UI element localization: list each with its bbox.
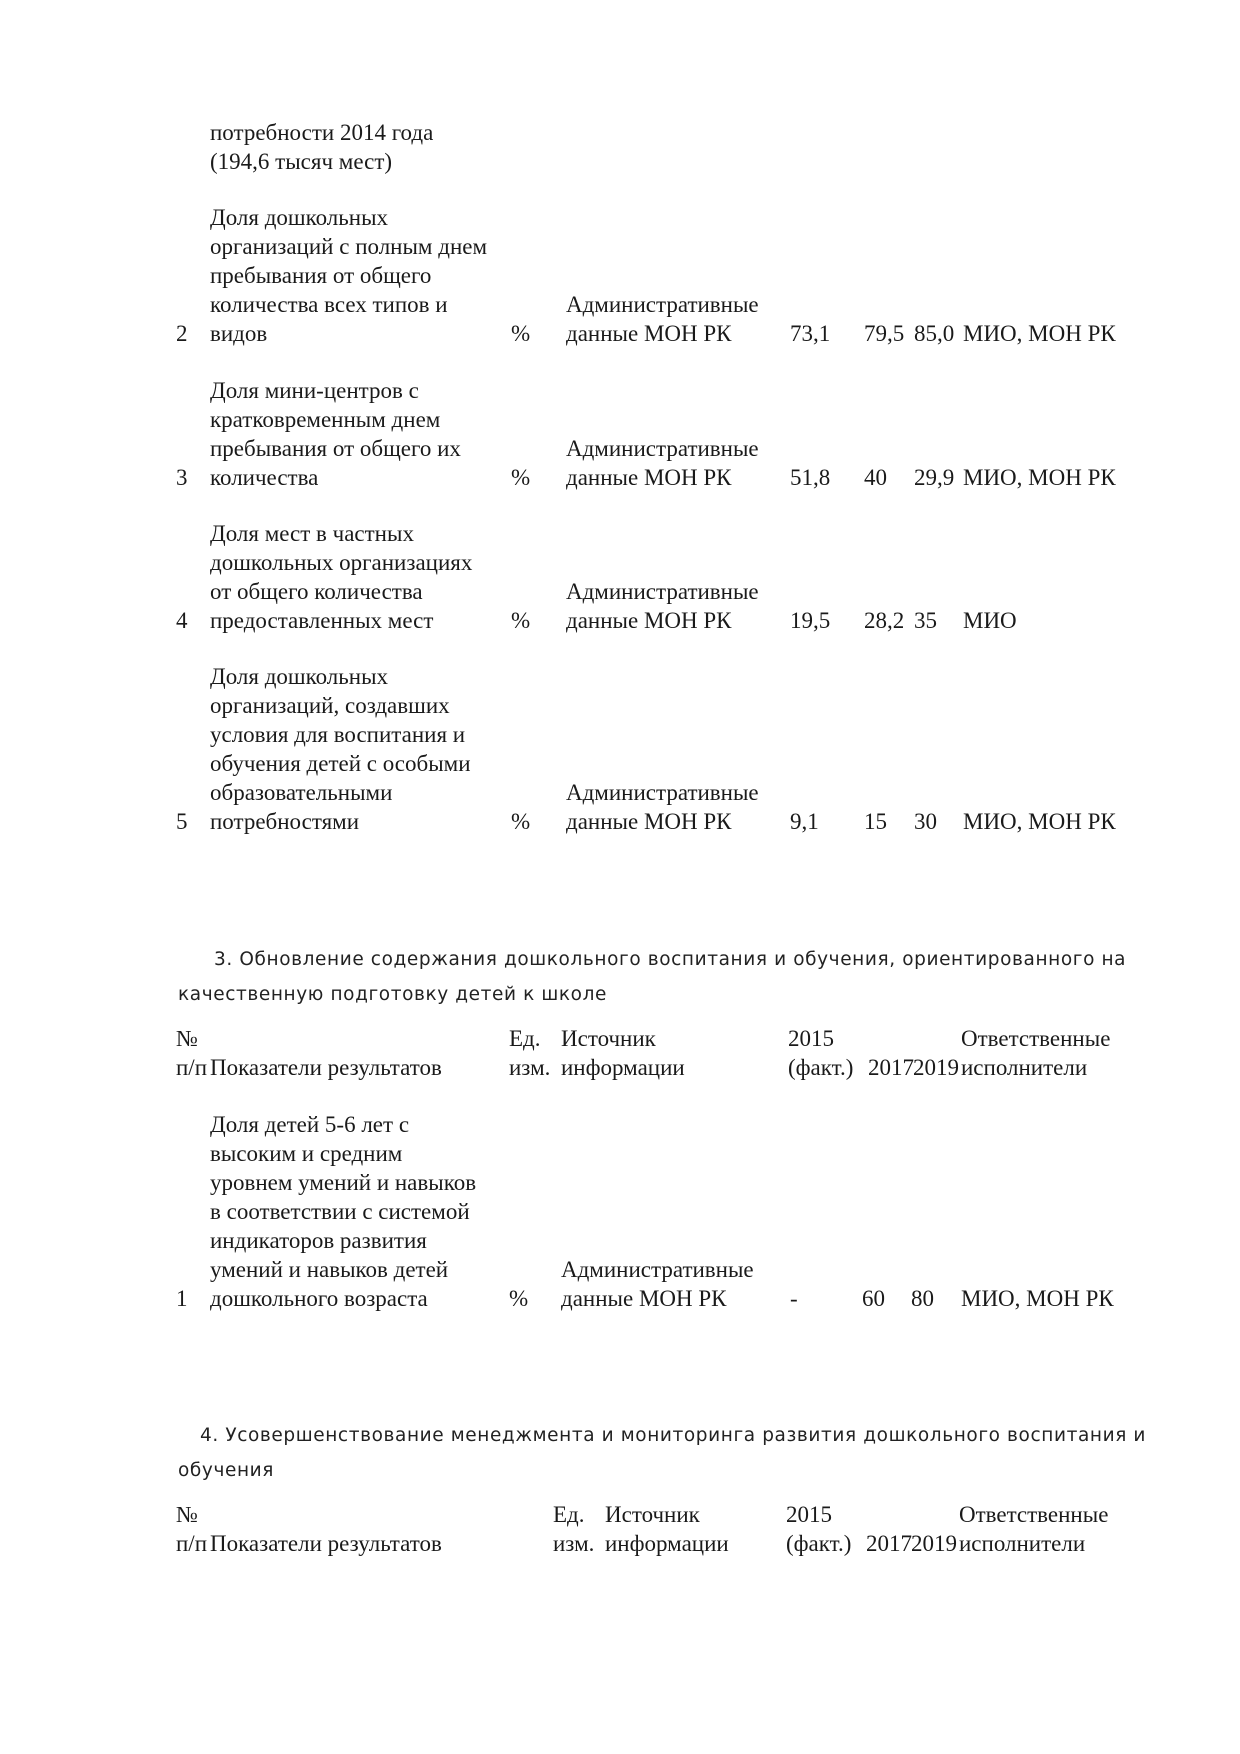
- header-2019: 2019: [913, 1055, 959, 1080]
- header-responsible: Ответственные исполнители: [959, 1502, 1109, 1556]
- unit-cell: %: [509, 1286, 529, 1311]
- value-2017: 28,2: [864, 608, 905, 633]
- value-2017: 60: [862, 1286, 885, 1311]
- header-2019: 2019: [911, 1531, 957, 1556]
- header-unit: Ед. изм.: [553, 1502, 595, 1556]
- value-2015: 51,8: [790, 465, 831, 490]
- responsible-cell: МИО: [963, 608, 1017, 633]
- value-2019: 35: [914, 608, 937, 633]
- indicator-text: Доля мест в частных дошкольных организациях от общего количества предоставленных мест: [210, 521, 473, 633]
- value-2017: 79,5: [864, 321, 905, 346]
- row-number: 5: [176, 809, 188, 834]
- responsible-cell: МИО, МОН РК: [963, 321, 1116, 346]
- row-number: 2: [176, 321, 188, 346]
- value-2015: -: [790, 1286, 798, 1311]
- indicator-text: Доля дошкольных организаций, создавших условия для воспитания и обучения детей с особыми образовательными потребностями: [210, 664, 471, 834]
- section-4-heading: 4. Усовершенствование менеджмента и мониторинга развития дошкольного воспитания и обучения: [178, 1425, 1147, 1481]
- header-2015: 2015 (факт.): [788, 1026, 854, 1080]
- value-2019: 80: [911, 1286, 934, 1311]
- responsible-cell: МИО, МОН РК: [961, 1286, 1114, 1311]
- header-2015: 2015 (факт.): [786, 1502, 852, 1556]
- indicator-text: Доля мини-центров с кратковременным днем пребывания от общего их количества: [210, 378, 461, 490]
- unit-cell: %: [511, 465, 531, 490]
- row-number: 4: [176, 608, 188, 633]
- responsible-cell: МИО, МОН РК: [963, 809, 1116, 834]
- header-indicator: Показатели результатов: [210, 1531, 442, 1556]
- header-responsible: Ответственные исполнители: [961, 1026, 1111, 1080]
- value-2015: 9,1: [790, 809, 819, 834]
- header-number: № п/п: [176, 1502, 208, 1556]
- value-2019: 30: [914, 809, 937, 834]
- source-cell: Административные данные МОН РК: [566, 436, 759, 490]
- value-2017: 40: [864, 465, 887, 490]
- value-2019: 85,0: [914, 321, 955, 346]
- indicator-text: Доля детей 5-6 лет с высоким и средним уровнем умений и навыков в соответствии с системой индикаторов развития умений и навыков детей дошкольного возраста: [210, 1112, 477, 1311]
- unit-cell: %: [511, 321, 531, 346]
- header-number: № п/п: [176, 1026, 208, 1080]
- value-2015: 73,1: [790, 321, 831, 346]
- source-cell: Административные данные МОН РК: [566, 292, 759, 346]
- section-3-heading: 3. Обновление содержания дошкольного воспитания и обучения, ориентированного на качественную подготовку детей к школе: [178, 949, 1127, 1005]
- header-2017: 2017: [868, 1055, 914, 1080]
- source-cell: Административные данные МОН РК: [566, 780, 759, 834]
- header-indicator: Показатели результатов: [210, 1055, 442, 1080]
- header-source: Источник информации: [605, 1502, 729, 1556]
- source-cell: Административные данные МОН РК: [561, 1257, 754, 1311]
- unit-cell: %: [511, 809, 531, 834]
- value-2019: 29,9: [914, 465, 955, 490]
- top-fragment: потребности 2014 года (194,6 тысяч мест): [210, 120, 434, 174]
- indicator-text: Доля дошкольных организаций с полным днем пребывания от общего количества всех типов и видов: [210, 205, 488, 346]
- value-2017: 15: [864, 809, 887, 834]
- source-cell: Административные данные МОН РК: [566, 579, 759, 633]
- row-number: 3: [176, 465, 188, 490]
- header-2017: 2017: [866, 1531, 912, 1556]
- responsible-cell: МИО, МОН РК: [963, 465, 1116, 490]
- header-source: Источник информации: [561, 1026, 685, 1080]
- value-2015: 19,5: [790, 608, 831, 633]
- row-number: 1: [176, 1286, 188, 1311]
- unit-cell: %: [511, 608, 531, 633]
- header-unit: Ед. изм.: [509, 1026, 551, 1080]
